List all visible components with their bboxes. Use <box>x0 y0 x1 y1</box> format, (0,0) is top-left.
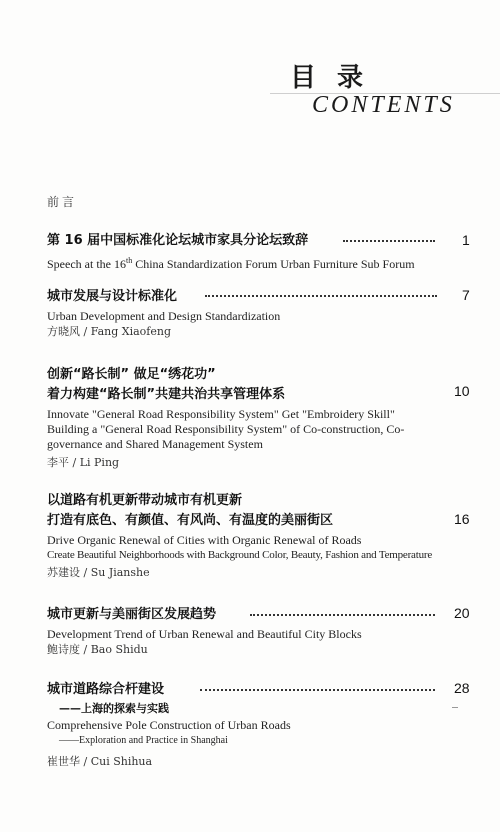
page-number: 28 <box>454 680 470 696</box>
page-number: 10 <box>454 383 470 399</box>
leader-dots <box>205 295 437 297</box>
entry-title-en: Development Trend of Urban Renewal and Beautiful City Blocks <box>47 627 362 641</box>
toc-entry-4[interactable] <box>47 491 487 581</box>
entry-author: 鲍诗度 / Bao Shidu <box>47 643 148 656</box>
entry-title-zh-line1: 以道路有机更新带动城市有机更新 <box>47 493 243 508</box>
toc-preface[interactable]: 前言 <box>47 195 78 209</box>
toc-entry-5[interactable] <box>47 605 487 658</box>
entry-author: 方晓风 / Fang Xiaofeng <box>47 325 172 338</box>
entry-subtitle-en: ——Exploration and Practice in Shanghai <box>59 735 228 746</box>
entry-title-en-line1: Drive Organic Renewal of Cities with Organic Renewal of Roads <box>47 533 362 547</box>
entry-title-en-line1: Innovate "General Road Responsibility System" Get "Embroidery Skill" <box>47 407 395 421</box>
entry-title-en: Comprehensive Pole Construction of Urban Roads <box>47 718 291 732</box>
entry-title-zh: 第 16 届中国标准化论坛城市家具分论坛致辞 <box>47 233 309 248</box>
entry-title-zh: 城市更新与美丽街区发展趋势 <box>47 607 217 622</box>
entry-title-zh: 城市道路综合杆建设 <box>47 682 165 697</box>
page-number: 7 <box>462 287 470 303</box>
entry-author: 李平 / Li Ping <box>47 456 120 469</box>
entry-title-zh: 城市发展与设计标准化 <box>47 289 178 304</box>
leader-dots <box>343 240 435 242</box>
entry-title-en-line2: Create Beautiful Neighborhoods with Background Color, Beauty, Fashion and Temperature <box>47 549 433 561</box>
contents-title-zh: 目 录 <box>290 63 370 93</box>
toc-entry-3[interactable] <box>47 365 487 471</box>
entry-title-en: Urban Development and Design Standardization <box>47 309 281 323</box>
entry-title-zh-line1: 创新“路长制” 做足“绣花功” <box>47 367 216 382</box>
page-number: 16 <box>454 511 470 527</box>
entry-title-en-line2: Building a "General Road Responsibility System" of Co-construction, Co-governance and Shared Management System <box>47 422 405 451</box>
page-number: 1 <box>462 232 470 248</box>
entry-author: 崔世华 / Cui Shihua <box>47 755 153 768</box>
entry-title-zh-line2: 打造有底色、有颜值、有风尚、有温度的美丽街区 <box>47 513 334 528</box>
entry-title-en: Speech at the 16th China Standardization Forum Urban Furniture Sub Forum <box>47 256 415 271</box>
leader-dots <box>200 689 435 691</box>
scan-mark <box>452 707 458 708</box>
toc-entry-6[interactable] <box>47 680 487 770</box>
entry-subtitle-zh: ——上海的探索与实践 <box>59 702 169 715</box>
entry-author: 苏建设 / Su Jianshe <box>47 566 150 579</box>
entry-title-zh-line2: 着力构建“路长制”共建共治共享管理体系 <box>47 387 286 402</box>
toc-entry-1[interactable] <box>47 231 487 272</box>
leader-dots <box>250 614 435 616</box>
contents-title-en: CONTENTS <box>312 92 455 118</box>
page-number: 20 <box>454 605 470 621</box>
